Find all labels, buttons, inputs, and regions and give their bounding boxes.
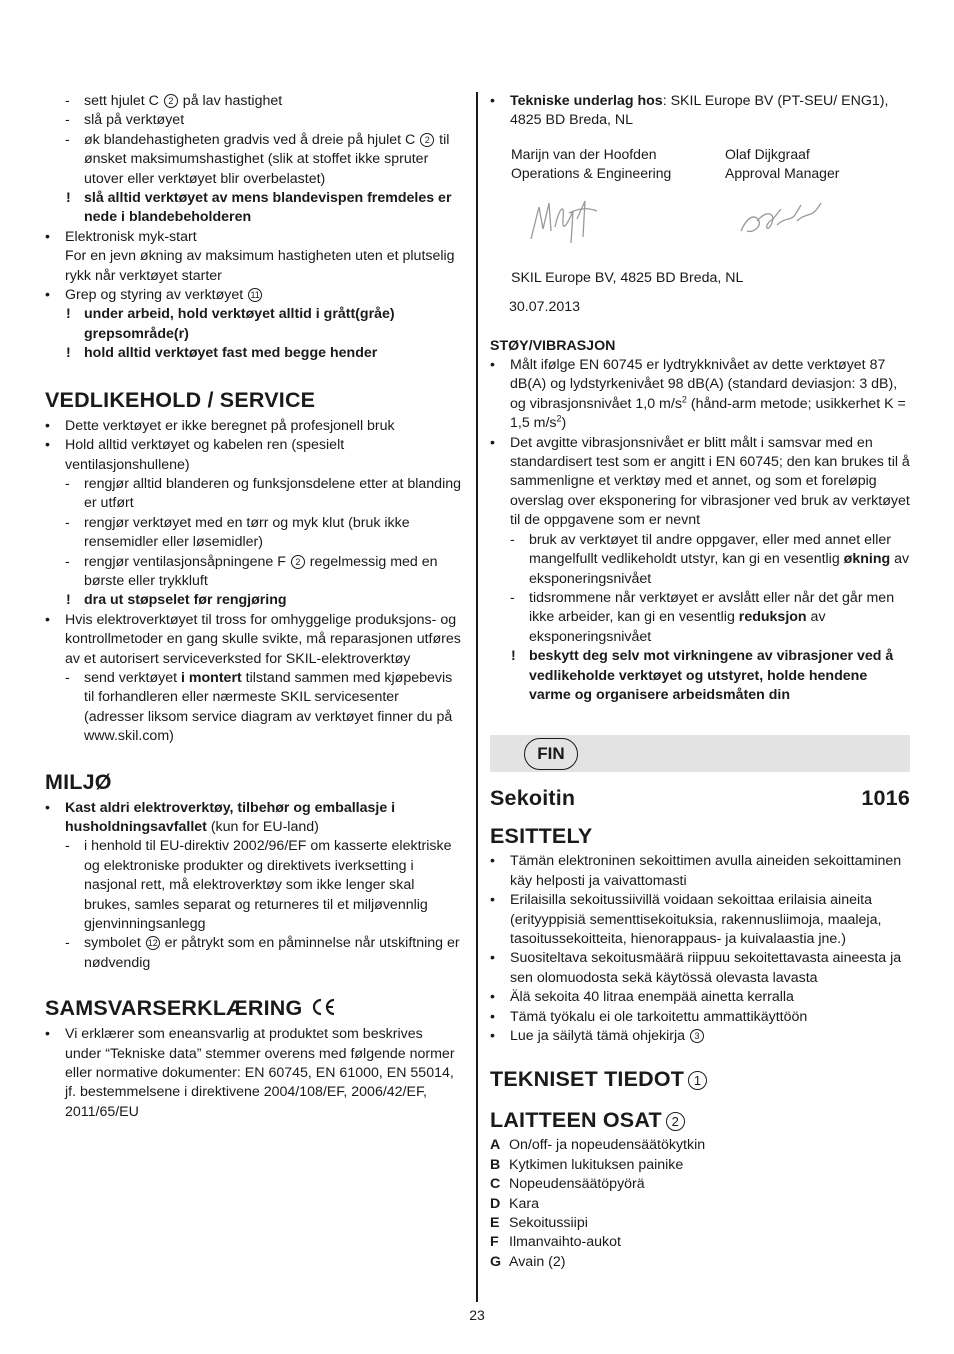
circled-number-icon: 2: [291, 555, 305, 569]
list-item: • Tämän elektroninen sekoittimen avulla aineiden sekoittaminen käy helposti ja vaivattomasti: [490, 852, 910, 891]
parts-list: [490, 1136, 910, 1272]
list-item: G Avain (2): [490, 1253, 566, 1270]
ce-mark-icon: [309, 996, 337, 1020]
list-item: E Sekoitussiipi: [490, 1215, 588, 1232]
circled-number-icon: 1: [688, 1071, 707, 1090]
section-heading: MILJØ: [45, 769, 112, 794]
circled-number-icon: 2: [666, 1112, 685, 1131]
warning-item: ! beskytt deg selv mot virkningene av vibrasjoner ved å vedlikeholde verktøyet og utstyret, holde hendene varme og organisere arbeidsmåten din: [490, 647, 910, 705]
declaration-date: 30.07.2013: [509, 299, 581, 316]
section-heading: SAMSVARSERKLÆRING: [45, 995, 461, 1021]
list-item: B Kytkimen lukituksen painike: [490, 1156, 684, 1173]
list-item: - rengjør ventilasjonsåpningene F 2 regelmessig med en børste eller trykkluft: [45, 553, 461, 592]
section-heading: ESITTELY: [490, 824, 593, 849]
list-item: - slå på verktøyet: [45, 111, 461, 130]
list-item: • Suositeltava sekoitusmäärä riippuu sekoitettavasta aineesta ja sen olomuodosta sekä käytössä olevasta lavasta: [490, 949, 910, 988]
list-item: - send verktøyet i montert tilstand sammen med kjøpebevis til forhandleren eller nærmeste SKIL servicesenter (adresser liksom service diagram av verktøyet finner du på www.skil.com): [45, 669, 461, 747]
list-item: • Lue ja säilytä tämä ohjekirja 3: [490, 1027, 910, 1046]
page-number: 23: [469, 1307, 485, 1323]
list-item: - sett hjulet C 2 på lav hastighet: [45, 92, 461, 111]
list-item: - rengjør alltid blanderen og funksjonsdelene etter at blanding er utført: [45, 475, 461, 514]
warning-item: ! hold alltid verktøyet fast med begge hender: [45, 344, 461, 363]
list-item: - rengjør verktøyet med en tørr og myk klut (bruk ikke rensemidler eller løsemidler): [45, 514, 461, 553]
circled-number-icon: 11: [248, 288, 262, 302]
signer-2-name: Olaf Dijkgraaf: [725, 145, 810, 162]
list-item: • Målt ifølge EN 60745 er lydtrykknivået av dette verktøyet 87 dB(A) og lydstyrkenivået 98 dB(A) (standard deviasjon: 3 dB), og vibrasjonsnivået 1,0 $m/s^2$ (hånd-arm metode; usikkerhet K = 1,5 $m/s^2$): [490, 356, 910, 434]
section-heading: VEDLIKEHOLD / SERVICE: [45, 387, 316, 412]
list-item: F Ilmanvaihto-aukot: [490, 1234, 621, 1251]
list-item: • Kast aldri elektroverktøy, tilbehør og emballasje i husholdningsavfallet (kun for EU-land): [45, 799, 461, 838]
list-item: D Kara: [490, 1195, 539, 1212]
list-item: • Tekniske underlag hos: SKIL Europe BV (PT-SEU/ ENG1), 4825 BD Breda, NL: [490, 92, 910, 131]
signer-1-name: Marijn van der Hoofden: [511, 145, 657, 162]
signature-2-image: [725, 183, 925, 255]
company-address: SKIL Europe BV, 4825 BD Breda, NL: [511, 269, 744, 286]
section-heading: TEKNISET TIEDOT 1: [490, 1066, 910, 1092]
section-heading: STØY/VIBRASJON: [490, 337, 616, 354]
left-column: [45, 92, 461, 1122]
list-item: - symbolet 12 er påtrykt som en påminnelse når utskiftning er nødvendig: [45, 934, 461, 973]
warning-item: ! slå alltid verktøyet av mens blandevispen fremdeles er nede i blandebeholderen: [45, 189, 461, 228]
circled-number-icon: 2: [420, 133, 434, 147]
product-number: 1016: [861, 786, 910, 811]
circled-number-icon: 3: [690, 1029, 704, 1043]
product-title: [490, 785, 910, 811]
right-column: [490, 92, 910, 1272]
section-heading: LAITTEEN OSAT 2: [490, 1107, 910, 1133]
language-badge: FIN: [524, 738, 578, 770]
list-item: • Hold alltid verktøyet og kabelen ren (spesielt ventilasjonshullene): [45, 436, 461, 475]
warning-item: ! dra ut støpselet før rengjøring: [45, 591, 461, 610]
list-item: - tidsrommene når verktøyet er avslått eller når det går men ikke arbeider, kan gi en vesentlig reduksjon av eksponeringsnivået: [490, 589, 910, 647]
list-item: • Vi erklærer som eneansvarlig at produktet som beskrives under “Tekniske data” stemmer overens med følgende normer eller normative dokumenter: EN 60745, EN 61000, EN 55014, jf. bestemmelsene i direktivene 2004/108/EF, 2006/42/EF, 2011/65/EU: [45, 1025, 461, 1122]
list-item: • Hvis elektroverktøyet til tross for omhyggelige produksjons- og kontrollmetoder en gang skulle svikte, må reparasjonen utføres av et autorisert serviceverksted for SKIL-elektroverktøy: [45, 611, 461, 669]
signer-2-role: Approval Manager: [725, 164, 840, 181]
list-item: • Grep og styring av verktøyet 11: [45, 286, 461, 305]
paragraph: For en jevn økning av maksimum hastigheten uten et plutselig rykk når verktøyet starter: [65, 248, 455, 284]
language-bar: [490, 735, 910, 772]
list-item: A On/off- ja nopeudensäätökytkin: [490, 1137, 706, 1154]
signature-block: [490, 145, 910, 255]
list-item: • Älä sekoita 40 litraa enempää ainetta kerralla: [490, 988, 910, 1007]
list-item: C Nopeudensäätöpyörä: [490, 1176, 645, 1193]
list-item: • Erilaisilla sekoitussiivillä voidaan sekoittaa erilaisia aineita (erityyppisiä sementtisekoituksia, rakennusliimoja, maaleja, tasoitussekoitteita, hienorappaus- ja kuivalaastia jne.): [490, 891, 910, 949]
list-item: - øk blandehastigheten gradvis ved å dreie på hjulet C 2 til ønsket maksimumshastighet (slik at stoffet ikke spruter utover eller verktøyet blir overbelastet): [45, 131, 461, 189]
warning-item: ! under arbeid, hold verktøyet alltid i grått(gråe) grepsområde(r): [45, 305, 461, 344]
product-name: Sekoitin: [490, 786, 576, 811]
signature-1-image: [511, 183, 725, 255]
column-divider: [476, 92, 478, 1302]
circled-number-icon: 12: [147, 938, 158, 949]
list-item: - bruk av verktøyet til andre oppgaver, eller med annet eller mangelfullt vedlikeholdt utstyr, kan gi en vesentlig økning av eksponeringsnivået: [490, 531, 910, 589]
list-item: • Det avgitte vibrasjonsnivået er blitt målt i samsvar med en standardisert test som er angitt i EN 60745; den kan brukes til å sammenligne et verktøy med et annet, og som et foreløpig overslag over eksponering for vibrasjoner ved bruk av verktøyet til de oppgavene som er nevnt: [490, 434, 910, 531]
circled-number-icon: 2: [164, 94, 178, 108]
list-item: • Elektronisk myk-start: [45, 228, 461, 247]
list-item: • Dette verktøyet er ikke beregnet på profesjonell bruk: [45, 417, 461, 436]
list-item: - i henhold til EU-direktiv 2002/96/EF om kasserte elektriske og elektroniske produkter og direktivets iverksetting i nasjonal rett, må elektroverktøy som ikke lenger skal brukes, samles separat og returneres til et miljøvennlig gjenvinningsanlegg: [45, 837, 461, 934]
list-item: • Tämä työkalu ei ole tarkoitettu ammattikäyttöön: [490, 1008, 910, 1027]
signer-1-role: Operations & Engineering: [511, 164, 672, 181]
